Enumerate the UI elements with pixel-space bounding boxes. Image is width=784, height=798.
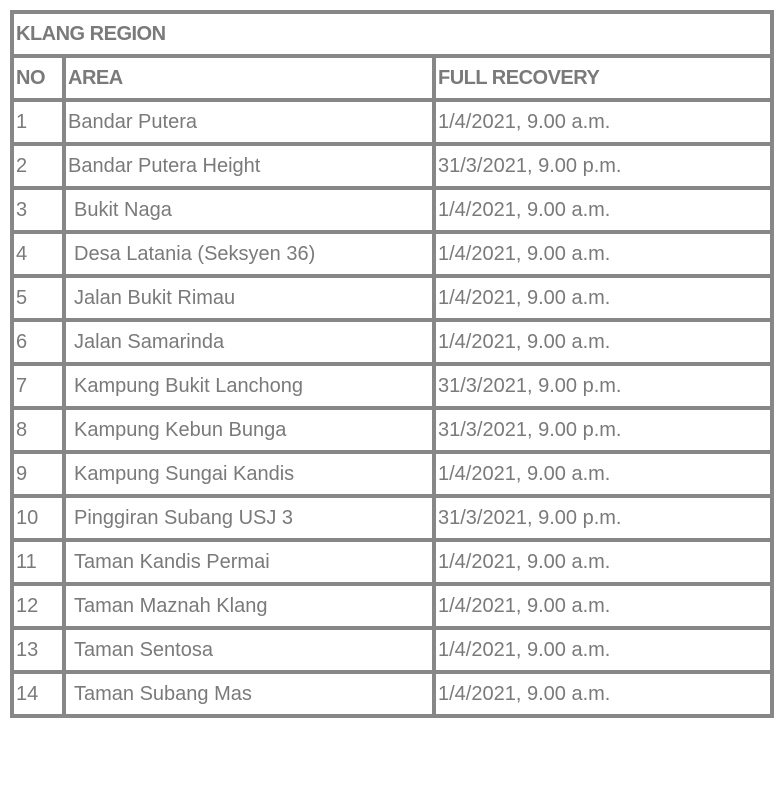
row-area: Bandar Putera: [64, 100, 434, 144]
table-body: [12, 100, 772, 716]
row-full-recovery: 1/4/2021, 9.00 a.m.: [434, 320, 772, 364]
row-area: Jalan Samarinda: [64, 320, 434, 364]
table-row: [12, 408, 772, 452]
row-full-recovery: 1/4/2021, 9.00 a.m.: [434, 452, 772, 496]
row-area: Bukit Naga: [64, 188, 434, 232]
row-full-recovery: 1/4/2021, 9.00 a.m.: [434, 100, 772, 144]
row-area: Kampung Bukit Lanchong: [64, 364, 434, 408]
row-no: 7: [12, 364, 64, 408]
table-row: [12, 672, 772, 716]
row-no: 4: [12, 232, 64, 276]
row-full-recovery: 31/3/2021, 9.00 p.m.: [434, 364, 772, 408]
table-row: [12, 496, 772, 540]
table-row: [12, 232, 772, 276]
table-row: [12, 188, 772, 232]
row-full-recovery: 1/4/2021, 9.00 a.m.: [434, 540, 772, 584]
row-full-recovery: 31/3/2021, 9.00 p.m.: [434, 496, 772, 540]
row-area: Kampung Sungai Kandis: [64, 452, 434, 496]
row-full-recovery: 1/4/2021, 9.00 a.m.: [434, 276, 772, 320]
row-area: Jalan Bukit Rimau: [64, 276, 434, 320]
header-full-recovery: FULL RECOVERY: [434, 56, 772, 100]
row-full-recovery: 1/4/2021, 9.00 a.m.: [434, 188, 772, 232]
row-full-recovery: 1/4/2021, 9.00 a.m.: [434, 232, 772, 276]
row-no: 3: [12, 188, 64, 232]
row-no: 5: [12, 276, 64, 320]
row-no: 12: [12, 584, 64, 628]
table-row: [12, 320, 772, 364]
row-area: Pinggiran Subang USJ 3: [64, 496, 434, 540]
header-no: NO: [12, 56, 64, 100]
table-row: [12, 628, 772, 672]
row-area: Kampung Kebun Bunga: [64, 408, 434, 452]
region-row: [12, 12, 772, 56]
row-no: 8: [12, 408, 64, 452]
row-area: Taman Kandis Permai: [64, 540, 434, 584]
row-area: Taman Subang Mas: [64, 672, 434, 716]
row-no: 1: [12, 100, 64, 144]
table-row: [12, 584, 772, 628]
table-row: [12, 452, 772, 496]
row-area: Taman Maznah Klang: [64, 584, 434, 628]
row-no: 13: [12, 628, 64, 672]
row-no: 14: [12, 672, 64, 716]
table-row: [12, 540, 772, 584]
region-title: KLANG REGION: [12, 12, 772, 56]
header-row: [12, 56, 772, 100]
row-full-recovery: 1/4/2021, 9.00 a.m.: [434, 584, 772, 628]
row-no: 10: [12, 496, 64, 540]
table-row: [12, 364, 772, 408]
table-row: [12, 276, 772, 320]
row-full-recovery: 31/3/2021, 9.00 p.m.: [434, 408, 772, 452]
row-no: 9: [12, 452, 64, 496]
row-area: Taman Sentosa: [64, 628, 434, 672]
row-area: Desa Latania (Seksyen 36): [64, 232, 434, 276]
row-no: 6: [12, 320, 64, 364]
recovery-table: [10, 10, 774, 718]
row-full-recovery: 1/4/2021, 9.00 a.m.: [434, 628, 772, 672]
table-row: [12, 144, 772, 188]
row-area: Bandar Putera Height: [64, 144, 434, 188]
row-no: 11: [12, 540, 64, 584]
row-no: 2: [12, 144, 64, 188]
header-area: AREA: [64, 56, 434, 100]
row-full-recovery: 1/4/2021, 9.00 a.m.: [434, 672, 772, 716]
table-row: [12, 100, 772, 144]
row-full-recovery: 31/3/2021, 9.00 p.m.: [434, 144, 772, 188]
